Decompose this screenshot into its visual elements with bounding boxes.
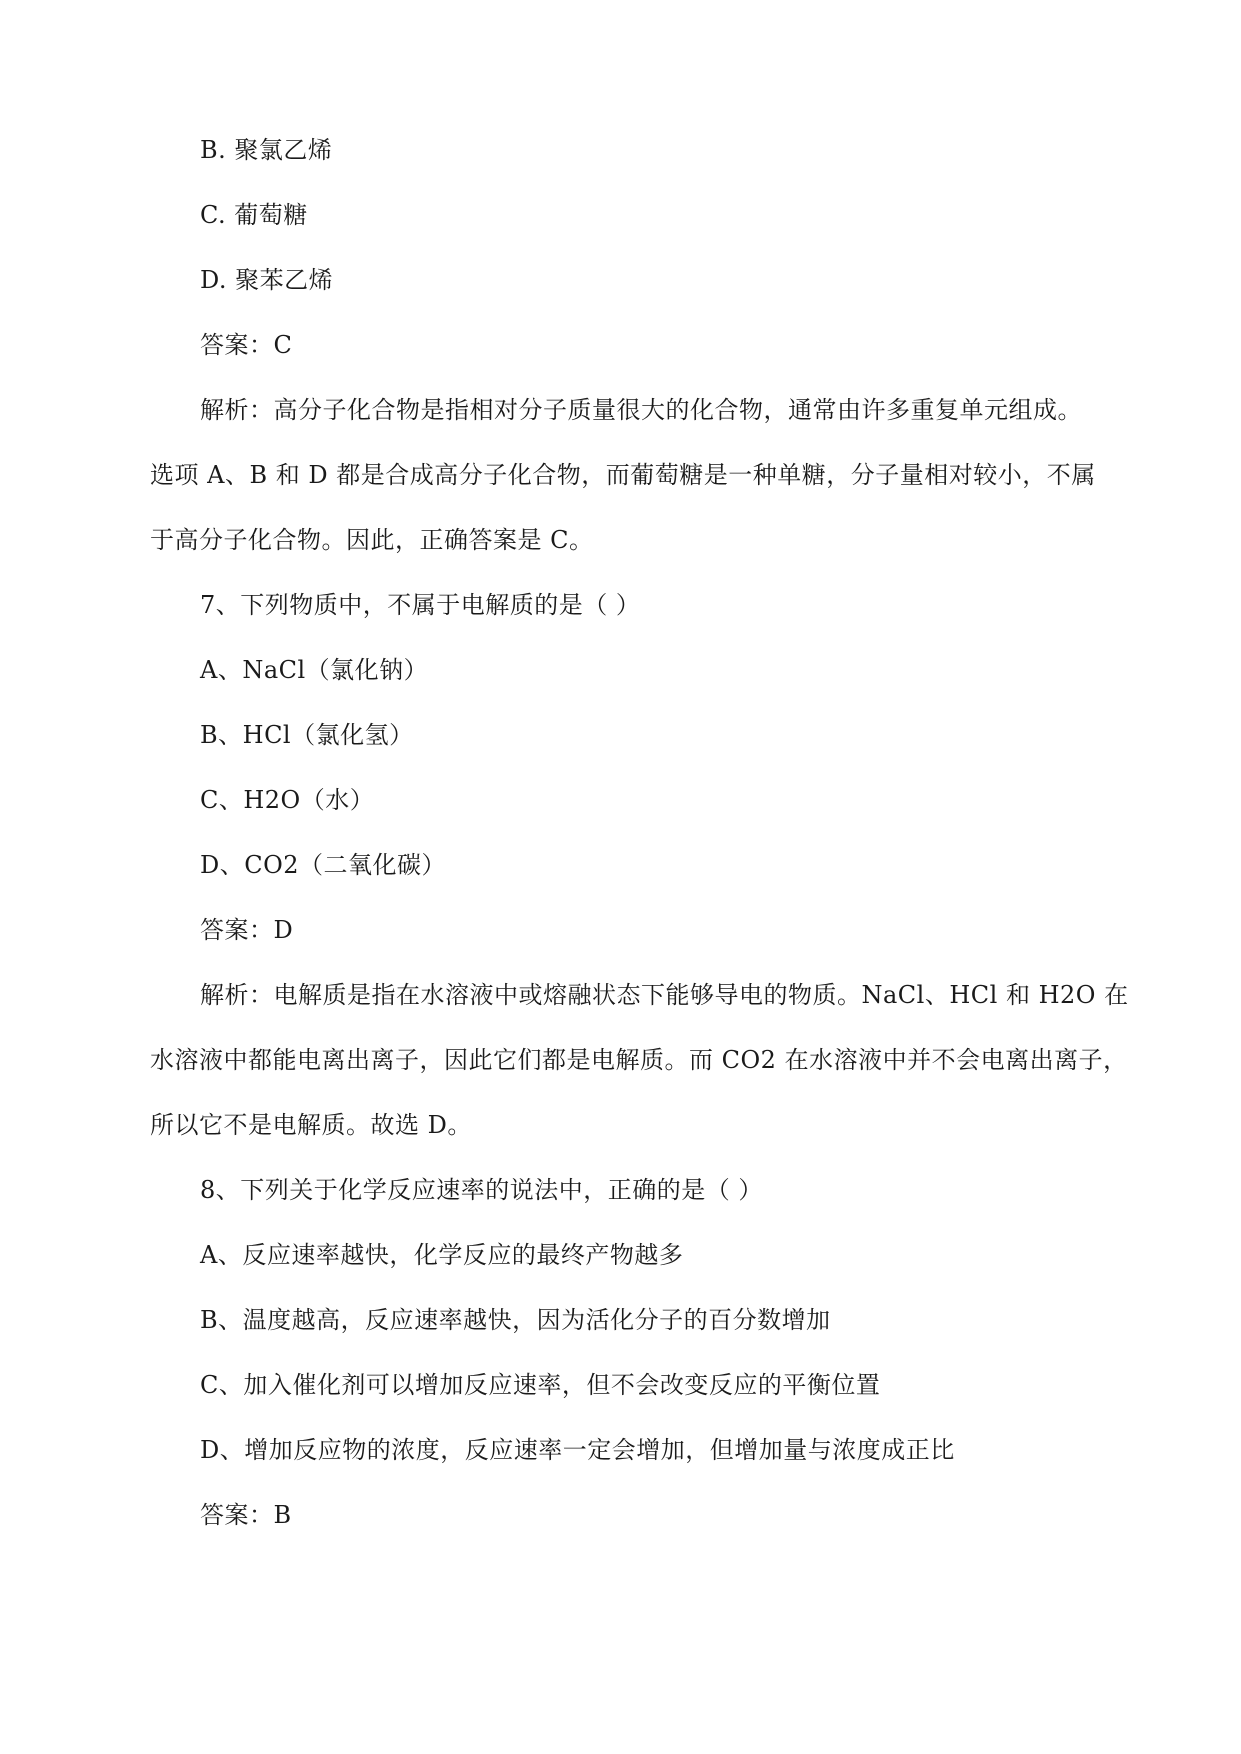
q7-option-b: B、HCl（氯化氢） [200,721,414,749]
q7-analysis-line-1: 解析：电解质是指在水溶液中或熔融状态下能够导电的物质。NaCl、HCl 和 H2O 在 [200,981,1129,1009]
q6-option-c: C. 葡萄糖 [200,201,308,229]
q7-option-d: D、CO2（二氧化碳） [200,851,447,879]
q7-question: 7、下列物质中，不属于电解质的是（ ） [200,591,641,619]
q8-answer: 答案：B [200,1501,292,1529]
q8-question: 8、下列关于化学反应速率的说法中，正确的是（ ） [200,1176,763,1204]
q7-analysis-line-2: 水溶液中都能电离出离子，因此它们都是电解质。而 CO2 在水溶液中并不会电离出离子， [150,1046,1128,1074]
q8-option-b: B、温度越高，反应速率越快，因为活化分子的百分数增加 [200,1306,831,1334]
q8-option-a: A、反应速率越快，化学反应的最终产物越多 [200,1241,684,1269]
q6-option-b: B. 聚氯乙烯 [200,136,333,164]
q6-option-d: D. 聚苯乙烯 [200,266,334,294]
q6-answer: 答案：C [200,331,293,359]
q6-analysis-line-2: 选项 A、B 和 D 都是合成高分子化合物，而葡萄糖是一种单糖，分子量相对较小，不属 [150,461,1096,489]
q6-analysis-line-1: 解析：高分子化合物是指相对分子质量很大的化合物，通常由许多重复单元组成。 [200,396,1082,424]
q7-option-c: C、H2O（水） [200,786,375,814]
q7-analysis-line-3: 所以它不是电解质。故选 D。 [150,1111,472,1139]
q7-option-a: A、NaCl（氯化钠） [200,656,429,684]
q8-option-d: D、增加反应物的浓度，反应速率一定会增加，但增加量与浓度成正比 [200,1436,955,1464]
q6-analysis-line-3: 于高分子化合物。因此，正确答案是 C。 [150,526,594,554]
q8-option-c: C、加入催化剂可以增加反应速率，但不会改变反应的平衡位置 [200,1371,881,1399]
q7-answer: 答案：D [200,916,294,944]
